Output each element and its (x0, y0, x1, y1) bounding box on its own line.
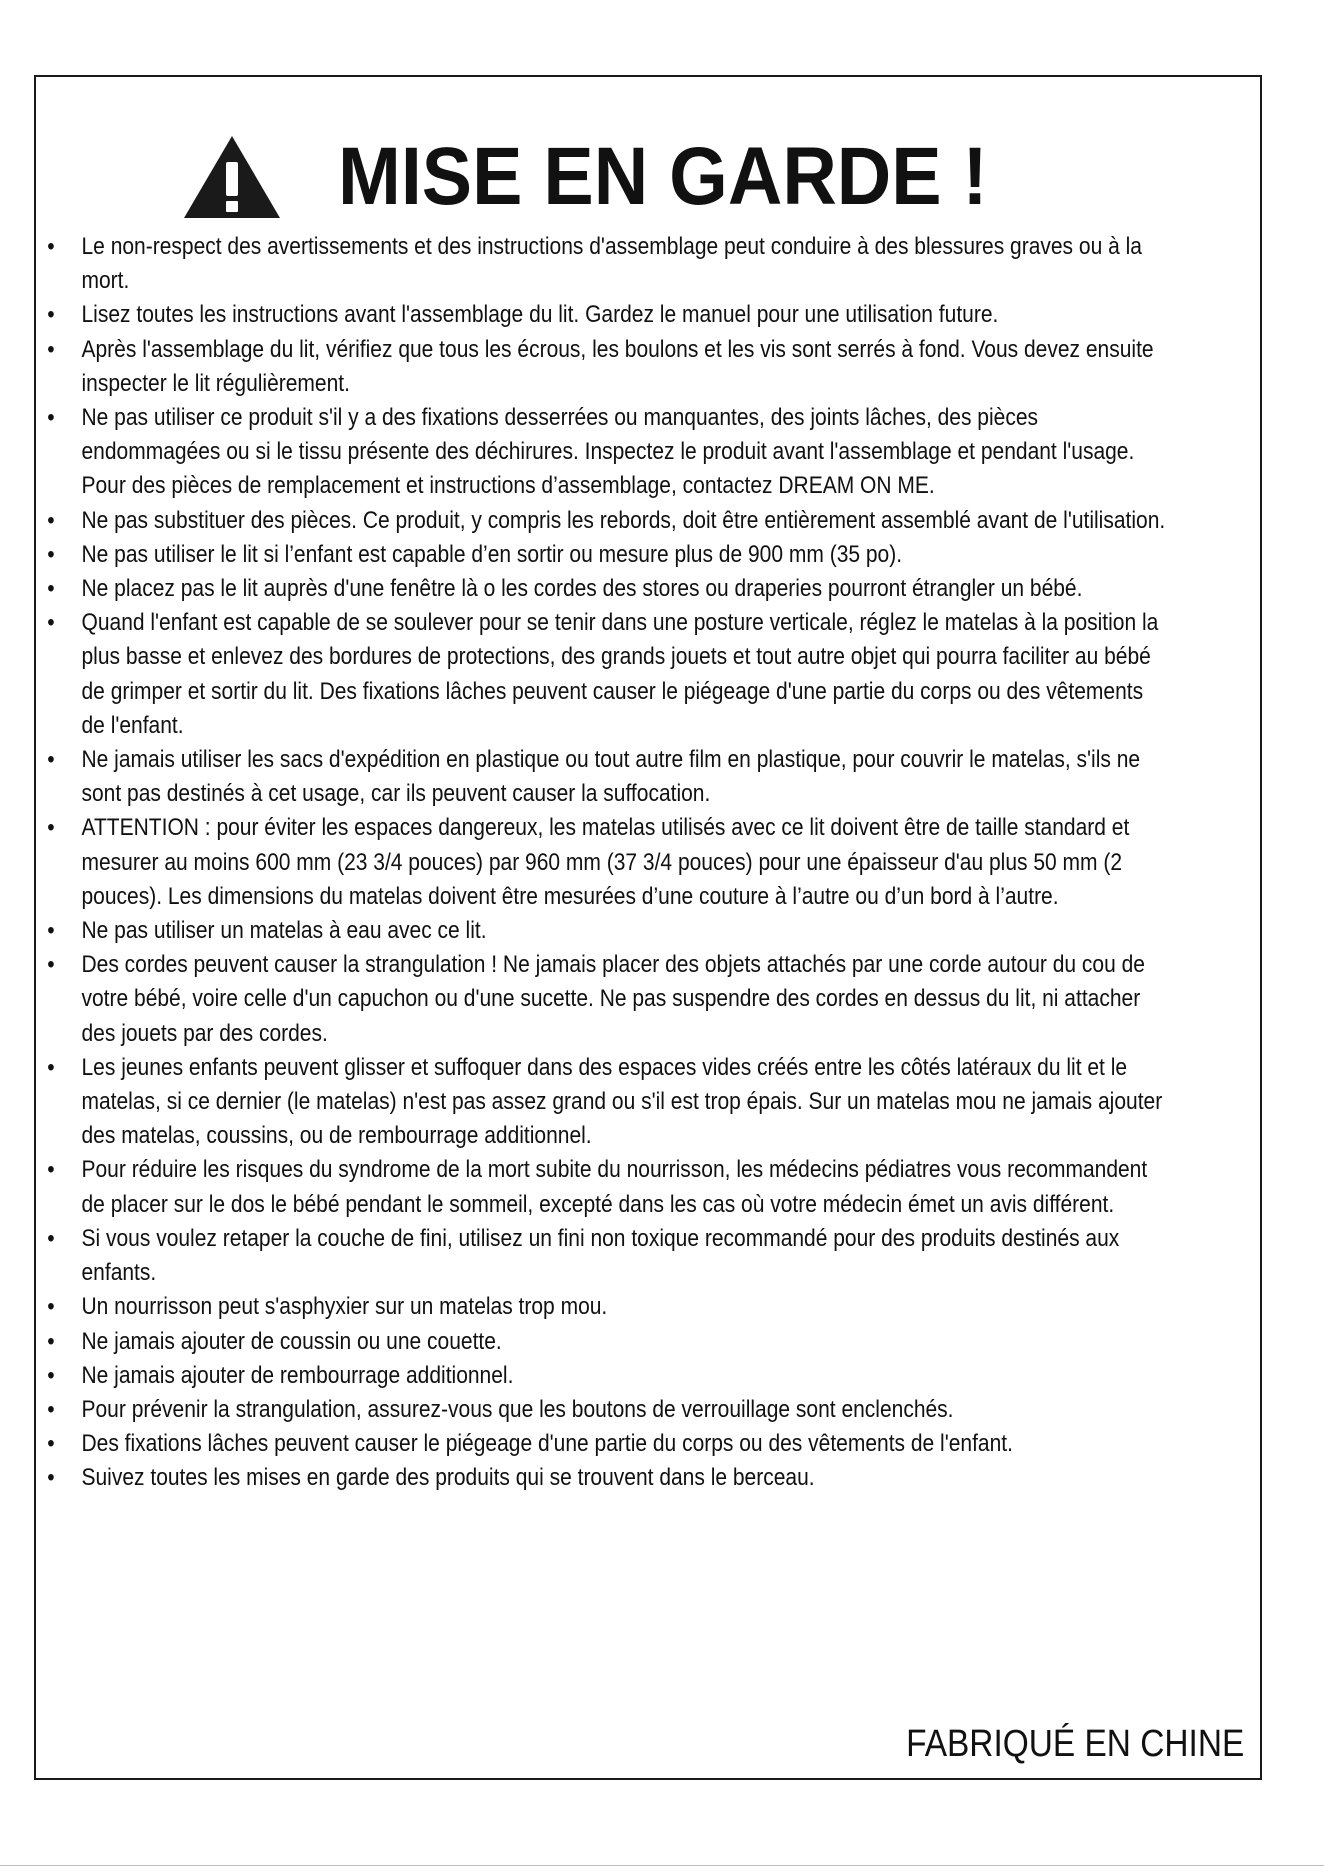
list-item-text: ATTENTION : pour éviter les espaces dangereux, les matelas utilisés avec ce lit doivent être de taille standard et mesurer au moins 600 mm (23 3/4 pouces) par 960 mm (37 3/4 pouces) pour une épaisseur d'au plus 50 mm (2 pouces). Les dimensions du matelas doivent être mesurées d’une couture à l’autre ou d’un bord à l’autre. (81, 814, 1130, 910)
list-item (36, 298, 1182, 332)
bullet-icon: • (47, 1464, 55, 1492)
list-item (36, 1461, 1182, 1495)
list-item-text: Pour réduire les risques du syndrome de la mort subite du nourrisson, les médecins pédiatres vous recommandent de placer sur le dos le bébé pendant le sommeil, excepté dans les cas où votre médecin émet un avis différent. (81, 1156, 1148, 1218)
list-item-text: Ne pas substituer des pièces. Ce produit, y compris les rebords, doit être entièrement assemblé avant de l'utilisation. (81, 506, 1166, 534)
list-item-text: Des cordes peuvent causer la strangulation ! Ne jamais placer des objets attachés par une corde autour du cou de votre bébé, voire celle d'un capuchon ou d'une sucette. Ne pas suspendre des cordes en dessus du lit, ni attacher des jouets par des cordes. (81, 951, 1145, 1047)
bullet-icon: • (47, 917, 55, 945)
bullet-icon: • (47, 1224, 55, 1252)
list-item (36, 811, 1182, 914)
list-item-text: Ne pas utiliser ce produit s'il y a des fixations desserrées ou manquantes, des joints lâches, des pièces endommagées ou si le tissu présente des déchirures. Inspectez le produit avant l'assemblage et pendant l'usage. Pour des pièces de remplacement et instructions d’assemblage, contactez DREAM ON ME. (81, 404, 1135, 500)
list-item-text: Un nourrisson peut s'asphyxier sur un matelas trop mou. (81, 1293, 608, 1321)
warning-panel (34, 75, 1262, 1780)
list-item-text: Après l'assemblage du lit, vérifiez que tous les écrous, les boulons et les vis sont serrés à fond. Vous devez ensuite inspecter le lit régulièrement. (81, 335, 1154, 397)
bullet-icon: • (47, 746, 55, 774)
list-item-text: Ne jamais ajouter de rembourrage additionnel. (81, 1361, 514, 1389)
list-item (36, 1393, 1182, 1427)
list-item (36, 1290, 1182, 1324)
list-item (36, 1051, 1182, 1154)
list-item (36, 1427, 1182, 1461)
list-item-text: Ne placez pas le lit auprès d'une fenêtre là o les cordes des stores ou draperies pourront étrangler un bébé. (81, 575, 1083, 603)
list-item-text: Quand l'enfant est capable de se soulever pour se tenir dans une posture verticale, réglez le matelas à la position la plus basse et enlevez des bordures de protections, des grands jouets et tout autre objet qui pourra faciliter au bébé de grimper et sortir du lit. Des fixations lâches peuvent causer le piégeage d'une partie du corps ou des vêtements de l'enfant. (81, 609, 1159, 739)
warning-triangle-icon (182, 134, 282, 220)
list-item (36, 572, 1182, 606)
list-item-text: Ne jamais ajouter de coussin ou une couette. (81, 1327, 502, 1355)
bullet-icon: • (47, 301, 55, 329)
list-item (36, 504, 1182, 538)
list-item (36, 1359, 1182, 1393)
bullet-icon: • (47, 1156, 55, 1184)
page-bottom-rule (0, 1865, 1324, 1866)
list-item-text: Ne jamais utiliser les sacs d'expédition en plastique ou tout autre film en plastique, pour couvrir le matelas, s'ils ne sont pas destinés à cet usage, car ils peuvent causer la suffocation. (81, 746, 1141, 808)
list-item (36, 1153, 1182, 1221)
list-item (36, 743, 1182, 811)
bullet-icon: • (47, 540, 55, 568)
list-item (36, 1222, 1182, 1290)
list-item-text: Les jeunes enfants peuvent glisser et suffoquer dans des espaces vides créés entre les côtés latéraux du lit et le matelas, si ce dernier (le matelas) n'est pas assez grand ou s'il est trop épais. Sur un matelas mou ne jamais ajouter des matelas, coussins, ou de rembourrage additionnel. (81, 1053, 1163, 1150)
bullet-icon: • (47, 1293, 55, 1321)
bullet-icon: • (47, 1327, 55, 1355)
warning-heading (36, 117, 1260, 237)
list-item-text: Suivez toutes les mises en garde des produits qui se trouvent dans le berceau. (81, 1464, 815, 1492)
list-item-text: Le non-respect des avertissements et des instructions d'assemblage peut conduire à des blessures graves ou à la mort. (81, 233, 1142, 295)
list-item (36, 401, 1182, 504)
bullet-icon: • (47, 1053, 55, 1081)
list-item-text: Si vous voulez retaper la couche de fini, utilisez un fini non toxique recommandé pour des produits destinés aux enfants. (81, 1224, 1120, 1287)
list-item (36, 230, 1182, 298)
list-item-text: Lisez toutes les instructions avant l'assemblage du lit. Gardez le manuel pour une utilisation future. (81, 301, 999, 329)
bullet-icon: • (47, 404, 55, 432)
bullet-icon: • (47, 1361, 55, 1389)
made-in-label: FABRIQUÉ EN CHINE (905, 1723, 1244, 1765)
bullet-icon: • (47, 335, 55, 363)
list-item (36, 606, 1182, 743)
bullet-icon: • (47, 506, 55, 534)
list-item (36, 538, 1182, 572)
bullet-icon: • (47, 233, 55, 260)
bullet-icon: • (47, 1395, 55, 1423)
list-item (36, 333, 1182, 401)
list-item (36, 914, 1182, 948)
list-item (36, 1325, 1182, 1359)
warning-list (36, 230, 1260, 1496)
bullet-icon: • (47, 951, 55, 979)
bullet-icon: • (47, 609, 55, 637)
list-item (36, 948, 1182, 1051)
list-item-text: Pour prévenir la strangulation, assurez-vous que les boutons de verrouillage sont enclenchés. (81, 1395, 954, 1423)
bullet-icon: • (47, 814, 55, 842)
bullet-icon: • (47, 575, 55, 603)
page-title: MISE EN GARDE ! (337, 131, 988, 222)
list-item-text: Ne pas utiliser un matelas à eau avec ce lit. (81, 917, 487, 945)
list-item-text: Des fixations lâches peuvent causer le piégeage d'une partie du corps ou des vêtements de l'enfant. (81, 1430, 1013, 1458)
list-item-text: Ne pas utiliser le lit si l’enfant est capable d’en sortir ou mesure plus de 900 mm (35 po). (81, 540, 903, 568)
bullet-icon: • (47, 1430, 55, 1458)
